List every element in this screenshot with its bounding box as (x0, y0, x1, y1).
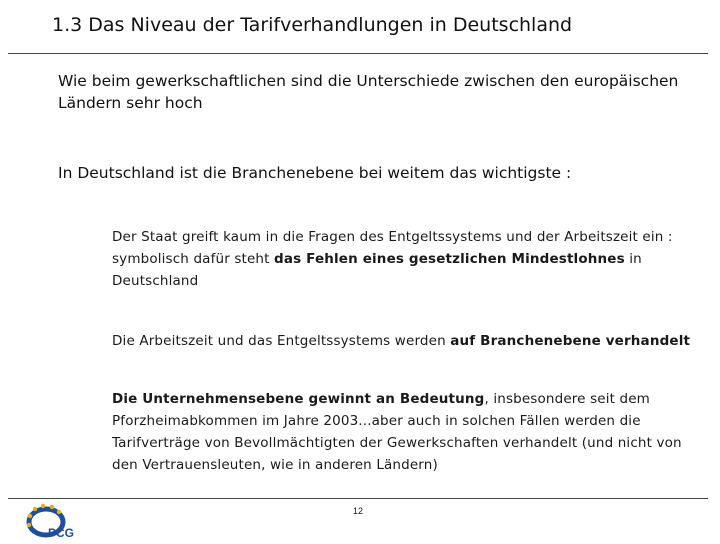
emphasis-text: das Fehlen eines gesetzlichen Mindestlohnes (274, 251, 625, 267)
sub-bullet-text (112, 226, 707, 292)
title-divider (8, 53, 708, 54)
emphasis-text: auf Branchenebene verhandelt (450, 333, 691, 349)
text-run: , insbesondere seit dem Pforzheimabkommen im Jahre 2003...aber auch in solchen Fällen werden die Tarifverträge von Bevollmächtigten der Gewerkschaften verhandelt (und nicht von den Vertrauensleuten, wie in anderen Ländern) (112, 391, 682, 473)
emphasis-text: Die Unternehmensebene gewinnt an Bedeutung (112, 391, 485, 407)
slide-title: 1.3 Das Niveau der Tarifverhandlungen in Deutschland (52, 14, 573, 36)
sub-bullet-text (112, 330, 707, 352)
logo-text: PCG (48, 526, 75, 540)
page-number: 12 (352, 506, 363, 516)
bullet-text: Wie beim gewerkschaftlichen sind die Unterschiede zwischen den europäischen Ländern sehr hoch (58, 72, 679, 112)
text-run: Der Staat greift kaum in die Fragen des Entgeltssystems und der Arbeitszeit ein : symbolisch dafür steht (112, 229, 673, 267)
pcg-logo-icon (24, 502, 94, 540)
pcg-logo (24, 502, 94, 540)
footer-divider (8, 498, 708, 499)
text-run: in Deutschland (112, 251, 642, 289)
bullet-text: In Deutschland ist die Branchenebene bei weitem das wichtigste : (58, 164, 572, 182)
sub-bullet-text (112, 388, 707, 476)
text-run: Die Arbeitszeit und das Entgeltssystems werden (112, 333, 451, 349)
